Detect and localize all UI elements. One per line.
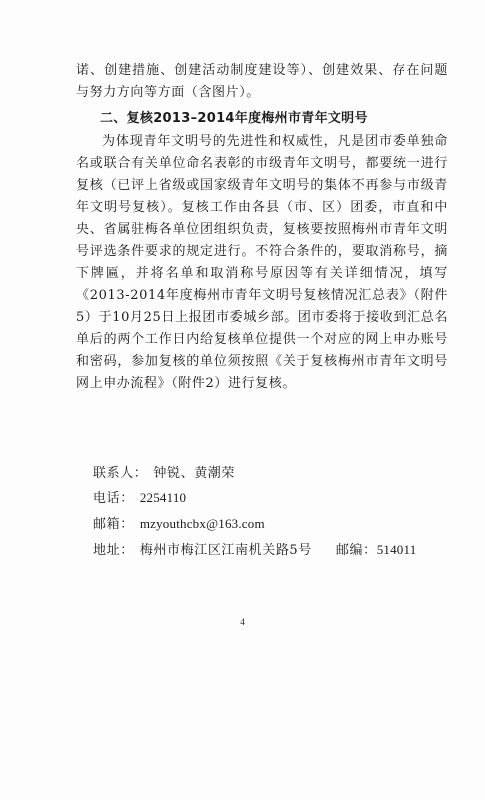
contact-phone-line <box>93 487 186 506</box>
section-heading: 二、复核2013–2014年度梅州市青年文明号 <box>100 111 368 126</box>
contact-address-line <box>93 539 416 558</box>
contact-person-line <box>93 462 235 481</box>
review-paragraph: 为体现青年文明号的先进性和权威性，凡是团市委单独命名或联合有关单位命名表彰的市级青年文明号，都要统一进行复核（已评上省级或国家级青年文明号的集体不再参与市级青年文明号复核）。复核工作由各县（市、区）团委，市直和中央、省属驻梅各单位团组织负责，复核要按照梅州市青年文明号评选条件要求的规定进行。不符合条件的，要取消称号，摘下牌匾，并将名单和取消称号原因等有关详细情况，填写《2013-2014年度梅州市青年文明号复核情况汇总表》（附件5）于10月25日上报团市委城乡部。团市委将于接收到汇总名单后的两个工作日内给复核单位提供一个对应的网上申办账号和密码，参加复核的单位须按照《关于复核梅州市青年文明号网上申办流程》（附件2）进行复核。 <box>76 134 448 391</box>
contact-email-value: mzyouthcbx@163.com <box>139 516 265 531</box>
contact-phone-value: 2254110 <box>139 490 187 505</box>
contact-phone-label: 电话： <box>93 491 134 506</box>
contact-postcode-value: 514011 <box>376 542 417 557</box>
contact-address-label: 地址： <box>93 543 134 558</box>
contact-email-line <box>93 513 265 532</box>
contact-person-value: 钟锐、黄潮荣 <box>153 466 236 481</box>
page-number: 4 <box>240 617 245 627</box>
contact-email-label: 邮箱： <box>93 517 134 532</box>
contact-postcode-label: 邮编： <box>335 543 377 558</box>
contact-person-label: 联系人： <box>93 466 148 481</box>
continuation-paragraph: 诺、创建措施、创建活动制度建设等）、创建效果、存在问题与努力方向等方面（含图片）。 <box>76 63 448 100</box>
contact-address-value: 梅州市梅江区江南机关路5号 <box>139 543 312 558</box>
